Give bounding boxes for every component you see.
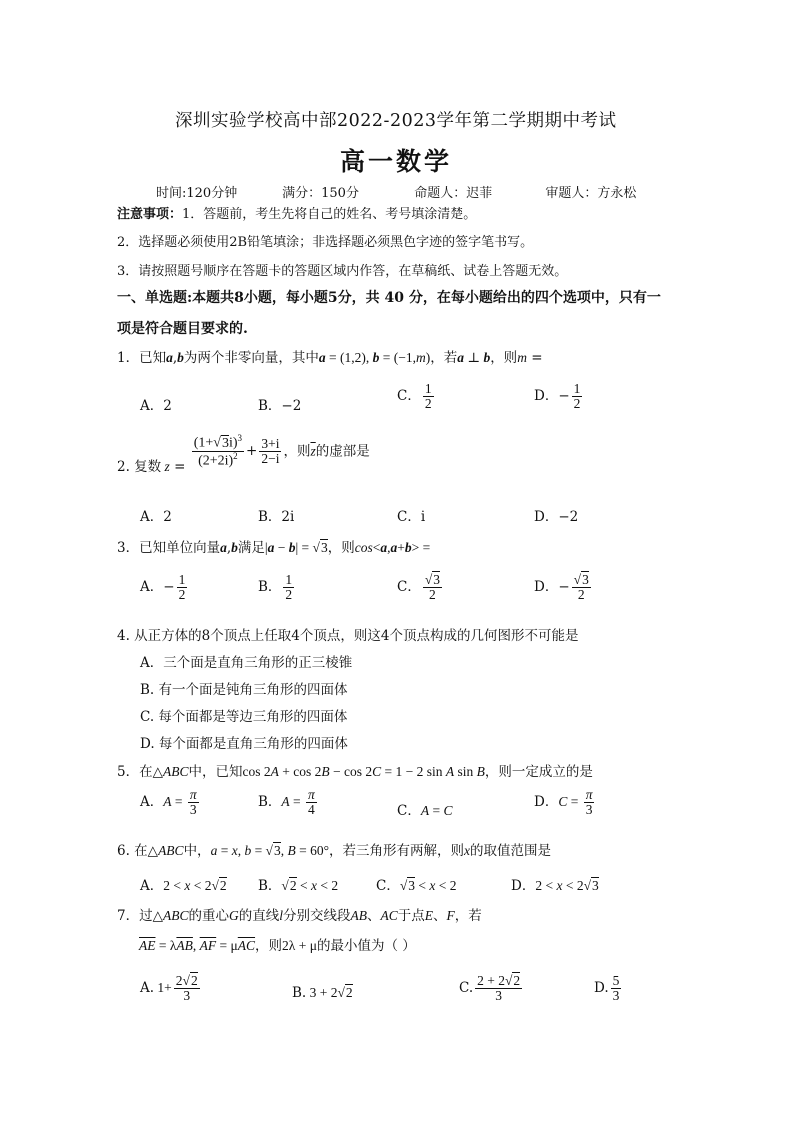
q7-option-d: D. $\frac{5}{3}$ xyxy=(594,973,620,1004)
exam-title: 深圳实验学校高中部2022-2023学年第二学期期中考试 xyxy=(175,111,617,131)
exam-reviewer: 审题人：方永松 xyxy=(545,186,637,201)
q2-option-c: C．i xyxy=(397,509,426,525)
note-1: 1．答题前，考生先将自己的姓名、考号填涂清楚。 xyxy=(182,207,477,222)
q4-option-a: A．三个面是直角三角形的正三棱锥 xyxy=(140,655,353,671)
q3-option-a: A．− $\frac{1}{2}$ xyxy=(140,572,186,603)
q4-option-c: C. 每个面都是等边三角形的四面体 xyxy=(140,709,348,725)
question-3-stem: 3．已知单位向量a,b满足|a − b| = √3，则cos<a,a+b> = xyxy=(117,540,431,556)
exam-author: 命题人：迟菲 xyxy=(414,186,493,201)
question-7-stem-cont: $\overline{AE} = \lambda\overline{AB}$, $\overline{AF} = \mu\overline{AC}$，则2λ + μ的最小值为（ ） xyxy=(139,938,416,954)
question-5-stem: 5．在△ABC中，已知cos 2A + cos 2B − cos 2C = 1 − 2 sin A sin B，则一定成立的是 xyxy=(117,764,593,780)
q7-option-b: B. 3 + 2√2 xyxy=(292,985,353,1001)
q3-option-d: D．− $\frac{√3}{2}$ xyxy=(534,572,589,603)
q5-option-a: A．A = $\frac{\pi}{3}$ xyxy=(140,787,197,818)
question-6-stem: 6. 在△ABC中，a = x, b = √3, B = 60°，若三角形有两解，则x的取值范围是 xyxy=(117,843,551,859)
question-7-stem: 7．过△ABC的重心G的直线l分别交线段AB、AC于点E、F，若 xyxy=(117,908,482,924)
question-4-stem: 4. 从正方体的8个顶点上任取4个顶点，则这4个顶点构成的几何图形不可能是 xyxy=(117,628,579,644)
exam-time: 时间:120分钟 xyxy=(156,186,238,201)
q1-option-a: A．2 xyxy=(140,398,172,414)
subject-title: 高一数学 xyxy=(340,147,453,176)
q4-option-b: B. 有一个面是钝角三角形的四面体 xyxy=(140,682,348,698)
q1-option-c: C． $\frac{1}{2}$ xyxy=(397,381,432,412)
notes-label: 注意事项： xyxy=(117,207,183,222)
section-1-heading: 一、单选题:本题共8小题，每小题5分，共 40 分，在每小题给出的四个选项中，只有一 xyxy=(117,290,661,306)
exam-score: 满分：150分 xyxy=(282,186,359,201)
q5-option-b: B．A = $\frac{\pi}{4}$ xyxy=(258,787,315,818)
q3-option-b: B． $\frac{1}{2}$ xyxy=(258,572,293,603)
q2-option-d: D．−2 xyxy=(534,509,579,525)
q2-option-b: B．2i xyxy=(258,509,295,525)
q6-option-b: B．√2 < x < 2 xyxy=(258,878,339,894)
q6-option-d: D．2 < x < 2√3 xyxy=(511,878,599,894)
notes-line-1 xyxy=(117,203,476,222)
question-2-stem: 2. 复数 z = $\frac{(1+√3i)^3}{(2+2i)^2}$ + $\frac{3+i}{2-i}$ ，则$\overline{z}$的虚部是 xyxy=(117,433,370,476)
q5-option-d: D．C = $\frac{\pi}{3}$ xyxy=(534,787,593,818)
q3-option-c: C． $\frac{√3}{2}$ xyxy=(397,572,441,603)
q4-option-d: D. 每个面都是直角三角形的四面体 xyxy=(140,736,348,752)
section-1-heading-cont: 项是符合题目要求的. xyxy=(117,321,248,337)
q2-option-a: A．2 xyxy=(140,509,172,525)
q1-option-b: B．−2 xyxy=(258,398,302,414)
question-1-stem: 1．已知a,b为两个非零向量，其中a = (1,2), b = (−1,m)，若a ⊥ b，则m = xyxy=(117,350,543,366)
note-3: 3．请按照题号顺序在答题卡的答题区域内作答，在草稿纸、试卷上答题无效。 xyxy=(117,264,568,279)
q7-option-c: C. $\frac{2 + 2√2}{3}$ xyxy=(459,973,521,1004)
q1-option-d: D．− $\frac{1}{2}$ xyxy=(534,381,581,412)
q7-option-a: A. 1+ $\frac{2√2}{3}$ xyxy=(140,973,198,1004)
note-2: 2．选择题必须使用2B铅笔填涂；非选择题必须黑色字迹的签字笔书写。 xyxy=(117,235,534,250)
q6-option-a: A．2 < x < 2√2 xyxy=(140,878,227,894)
q5-option-c: C．A = C xyxy=(397,803,453,819)
exam-info xyxy=(156,182,636,201)
q6-option-c: C．√3 < x < 2 xyxy=(376,878,457,894)
